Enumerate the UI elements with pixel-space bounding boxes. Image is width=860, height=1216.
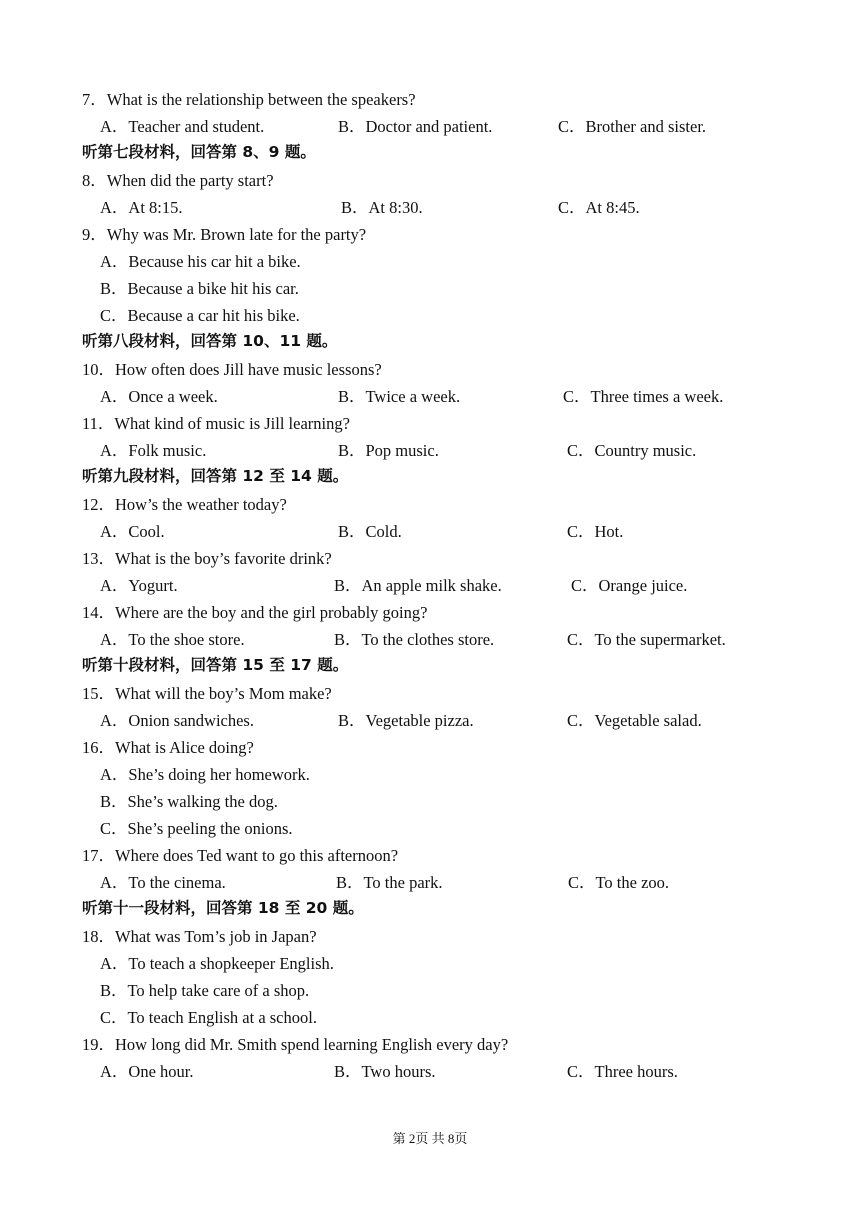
question-11: [0, 410, 860, 437]
option-b: B．An apple milk shake.: [334, 576, 502, 595]
question-8: [0, 167, 860, 194]
question-8-options: [0, 194, 860, 221]
option-a: A．One hour.: [100, 1062, 194, 1081]
question-16-option-c: [0, 815, 860, 842]
question-7-options: [0, 113, 860, 140]
option-b: B．She’s walking the dog.: [100, 792, 278, 811]
question-10: [0, 356, 860, 383]
option-b: B．To help take care of a shop.: [100, 981, 310, 1000]
question-14-options: [0, 626, 860, 653]
section-heading-7: [0, 140, 860, 167]
question-12: [0, 491, 860, 518]
option-b: B．To the clothes store.: [334, 630, 495, 649]
question-stem: 18．What was Tom’s job in Japan?: [82, 927, 317, 946]
question-12-options: [0, 518, 860, 545]
section-heading-text: 听第七段材料，回答第 8、9 题。: [82, 143, 316, 161]
question-10-options: [0, 383, 860, 410]
option-a: A．Folk music.: [100, 441, 207, 460]
question-14: [0, 599, 860, 626]
section-heading-11: [0, 896, 860, 923]
option-a: A．Once a week.: [100, 387, 218, 406]
section-heading-10: [0, 653, 860, 680]
option-c: C．Hot.: [567, 522, 624, 541]
option-b: B．At 8:30.: [341, 198, 423, 217]
question-17: [0, 842, 860, 869]
question-13-options: [0, 572, 860, 599]
question-stem: 14．Where are the boy and the girl probably going?: [82, 603, 428, 622]
option-a: A．She’s doing her homework.: [100, 765, 310, 784]
question-stem: 12．How’s the weather today?: [82, 495, 287, 514]
question-stem: 16．What is Alice doing?: [82, 738, 254, 757]
question-stem: 10．How often does Jill have music lessons?: [82, 360, 382, 379]
question-15-options: [0, 707, 860, 734]
option-a: A．Teacher and student.: [100, 117, 265, 136]
question-stem: 9．Why was Mr. Brown late for the party?: [82, 225, 367, 244]
question-stem: 11．What kind of music is Jill learning?: [82, 414, 350, 433]
option-a: A．At 8:15.: [100, 198, 183, 217]
section-heading-9: [0, 464, 860, 491]
option-a: A．To teach a shopkeeper English.: [100, 954, 334, 973]
option-a: A．Onion sandwiches.: [100, 711, 254, 730]
option-b: B．Cold.: [338, 522, 402, 541]
option-c: C．Orange juice.: [571, 576, 688, 595]
section-heading-8: [0, 329, 860, 356]
question-16-option-a: [0, 761, 860, 788]
question-16: [0, 734, 860, 761]
question-9-option-a: [0, 248, 860, 275]
question-13: [0, 545, 860, 572]
question-19-options: [0, 1058, 860, 1085]
question-16-option-b: [0, 788, 860, 815]
question-15: [0, 680, 860, 707]
option-b: B．Pop music.: [338, 441, 439, 460]
option-b: B．To the park.: [336, 873, 443, 892]
section-heading-text: 听第九段材料，回答第 12 至 14 题。: [82, 467, 349, 485]
option-a: A．To the cinema.: [100, 873, 226, 892]
question-18: [0, 923, 860, 950]
option-b: B．Doctor and patient.: [338, 117, 493, 136]
option-c: C．To the supermarket.: [567, 630, 726, 649]
option-b: B．Because a bike hit his car.: [100, 279, 299, 298]
question-18-option-c: [0, 1004, 860, 1031]
question-stem: 15．What will the boy’s Mom make?: [82, 684, 332, 703]
question-7: [0, 86, 860, 113]
question-17-options: [0, 869, 860, 896]
option-b: B．Vegetable pizza.: [338, 711, 474, 730]
option-a: A．Cool.: [100, 522, 165, 541]
option-c: C．At 8:45.: [558, 198, 640, 217]
question-stem: 17．Where does Ted want to go this afternoon?: [82, 846, 399, 865]
question-stem: 8．When did the party start?: [82, 171, 274, 190]
option-a: A．Because his car hit a bike.: [100, 252, 301, 271]
section-heading-text: 听第八段材料，回答第 10、11 题。: [82, 332, 338, 350]
option-c: C．Three hours.: [567, 1062, 678, 1081]
option-c: C．Three times a week.: [563, 387, 724, 406]
option-b: B．Two hours.: [334, 1062, 436, 1081]
option-a: A．To the shoe store.: [100, 630, 245, 649]
question-stem: 7．What is the relationship between the speakers?: [82, 90, 416, 109]
option-c: C．She’s peeling the onions.: [100, 819, 293, 838]
page-number-footer: 第 2页 共 8页: [392, 1131, 468, 1146]
question-9: [0, 221, 860, 248]
option-c: C．To teach English at a school.: [100, 1008, 317, 1027]
question-18-option-a: [0, 950, 860, 977]
section-heading-text: 听第十段材料，回答第 15 至 17 题。: [82, 656, 349, 674]
question-18-option-b: [0, 977, 860, 1004]
option-a: A．Yogurt.: [100, 576, 178, 595]
question-stem: 19．How long did Mr. Smith spend learning English every day?: [82, 1035, 509, 1054]
option-c: C．To the zoo.: [568, 873, 670, 892]
option-c: C．Vegetable salad.: [567, 711, 702, 730]
question-stem: 13．What is the boy’s favorite drink?: [82, 549, 332, 568]
question-9-option-c: [0, 302, 860, 329]
option-c: C．Country music.: [567, 441, 697, 460]
section-heading-text: 听第十一段材料，回答第 18 至 20 题。: [82, 899, 364, 917]
option-c: C．Brother and sister.: [558, 117, 707, 136]
question-19: [0, 1031, 860, 1058]
question-11-options: [0, 437, 860, 464]
question-9-option-b: [0, 275, 860, 302]
option-c: C．Because a car hit his bike.: [100, 306, 300, 325]
option-b: B．Twice a week.: [338, 387, 461, 406]
